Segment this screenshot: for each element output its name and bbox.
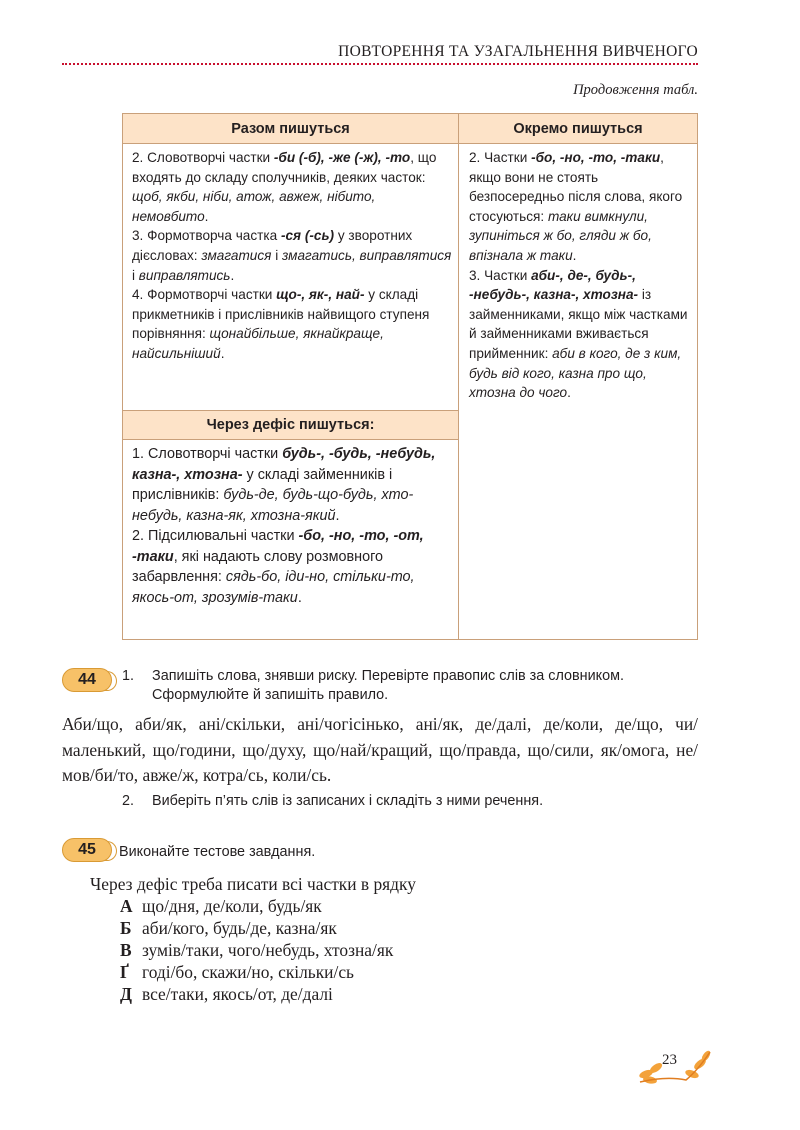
task44-item2-text: Виберіть п’ять слів із записаних і складіть з ними речення. — [152, 793, 544, 809]
answer-option — [120, 895, 322, 917]
option-text: зумів/таки, чого/небудь, хтозна/як — [142, 940, 394, 960]
option-letter: Б — [120, 918, 132, 938]
option-text: годі/бо, скажи/но, скільки/сь — [142, 962, 354, 982]
task-badge-44: 44 — [62, 668, 112, 692]
cell-separately-rules — [469, 148, 695, 403]
spelling-rules-table — [122, 113, 698, 640]
task44-item1-text: Запишіть слова, знявши риску. Перевірте правопис слів за словником. Сформулюйте й запишіть правило. — [152, 668, 625, 703]
task44-item1-number: 1. — [122, 668, 135, 684]
task45-question: Через дефіс треба писати всі частки в рядку — [90, 874, 416, 894]
task44-item2-number: 2. — [122, 793, 135, 809]
cell-together-rules — [132, 148, 454, 364]
task-badge-45: 45 — [62, 838, 112, 862]
answer-option — [120, 939, 393, 961]
task45-instruction: Виконайте тестове завдання. — [119, 844, 316, 860]
header-hyphenated: Через дефіс пишуться: — [123, 410, 458, 440]
table-continuation-note: Продовження табл. — [573, 82, 698, 98]
answer-option — [120, 961, 354, 983]
rule-separately-3: 3. Частки аби-, де-, будь-, -небудь-, казна-, хтозна- із займенниками, якщо між частками й займенниками вживається прийменник: аби в кого, де з ким, будь від кого, казна про що, хтозна до чого. — [469, 267, 688, 401]
rule-separately-2: 2. Частки -бо, -но, -то, -таки, якщо вони не стоять безпосередньо після слова, якого стосуються: таки вимкнули, зупиніться ж бо, гляди ж бо, впізнала ж таки. — [469, 150, 683, 263]
option-text: все/таки, якось/от, де/далі — [142, 984, 333, 1004]
rule-hyphen-1: 1. Словотворчі частки будь-, -будь, -небудь, казна-, хтозна- у складі займенників і прислівників: будь-де, будь-що-будь, хто-небудь, казна-як, хтозна-який. — [132, 446, 436, 524]
option-letter: А — [120, 896, 133, 916]
table-column-divider — [458, 114, 459, 639]
option-text: аби/кого, будь/де, казна/як — [142, 918, 337, 938]
cell-hyphenated-rules — [132, 444, 454, 608]
header-together: Разом пишуться — [123, 114, 458, 144]
task44-word-list: Аби/що, аби/як, ані/скільки, ані/чогісінько, ані/як, де/далі, де/коли, де/що, чи/маленький, що/години, що/духу, що/най/кращий, що/правда, що/сили, як/омога, не/мов/би/то, авже/ж, котра/сь, коли/сь. — [62, 714, 698, 785]
answer-option — [120, 917, 337, 939]
rule-together-4: 4. Формотворчі частки що-, як-, най- у складі прикметників і прислівників найвищого ступеня порівняння: щонайбільше, якнайкраще, найсильніший. — [132, 287, 430, 361]
rule-together-3: 3. Формотворча частка -ся (-сь) у зворотних дієсловах: змагатися і змагатись, виправлятися і виправлятись. — [132, 228, 452, 283]
header-separately: Окремо пишуться — [459, 114, 697, 144]
option-letter: Д — [120, 984, 132, 1004]
answer-option — [120, 983, 333, 1005]
option-letter: Ґ — [120, 962, 130, 982]
option-text: що/дня, де/коли, будь/як — [142, 896, 322, 916]
rule-together-2: 2. Словотворчі частки -би (-б), -же (-ж), -то, що входять до складу сполучників, деяких часток: щоб, якби, ніби, атож, авжеж, нібито, немовбито. — [132, 150, 437, 224]
page-number: 23 — [662, 1052, 677, 1068]
option-letter: В — [120, 940, 132, 960]
rule-hyphen-2: 2. Підсилювальні частки -бо, -но, -то, -от, -таки, які надають слову розмовного забарвлення: сядь-бо, іди-но, стільки-то, якось-от, зрозумів-таки. — [132, 528, 424, 606]
header-divider — [62, 63, 698, 65]
running-header: ПОВТОРЕННЯ ТА УЗАГАЛЬНЕННЯ ВИВЧЕНОГО — [338, 43, 698, 60]
